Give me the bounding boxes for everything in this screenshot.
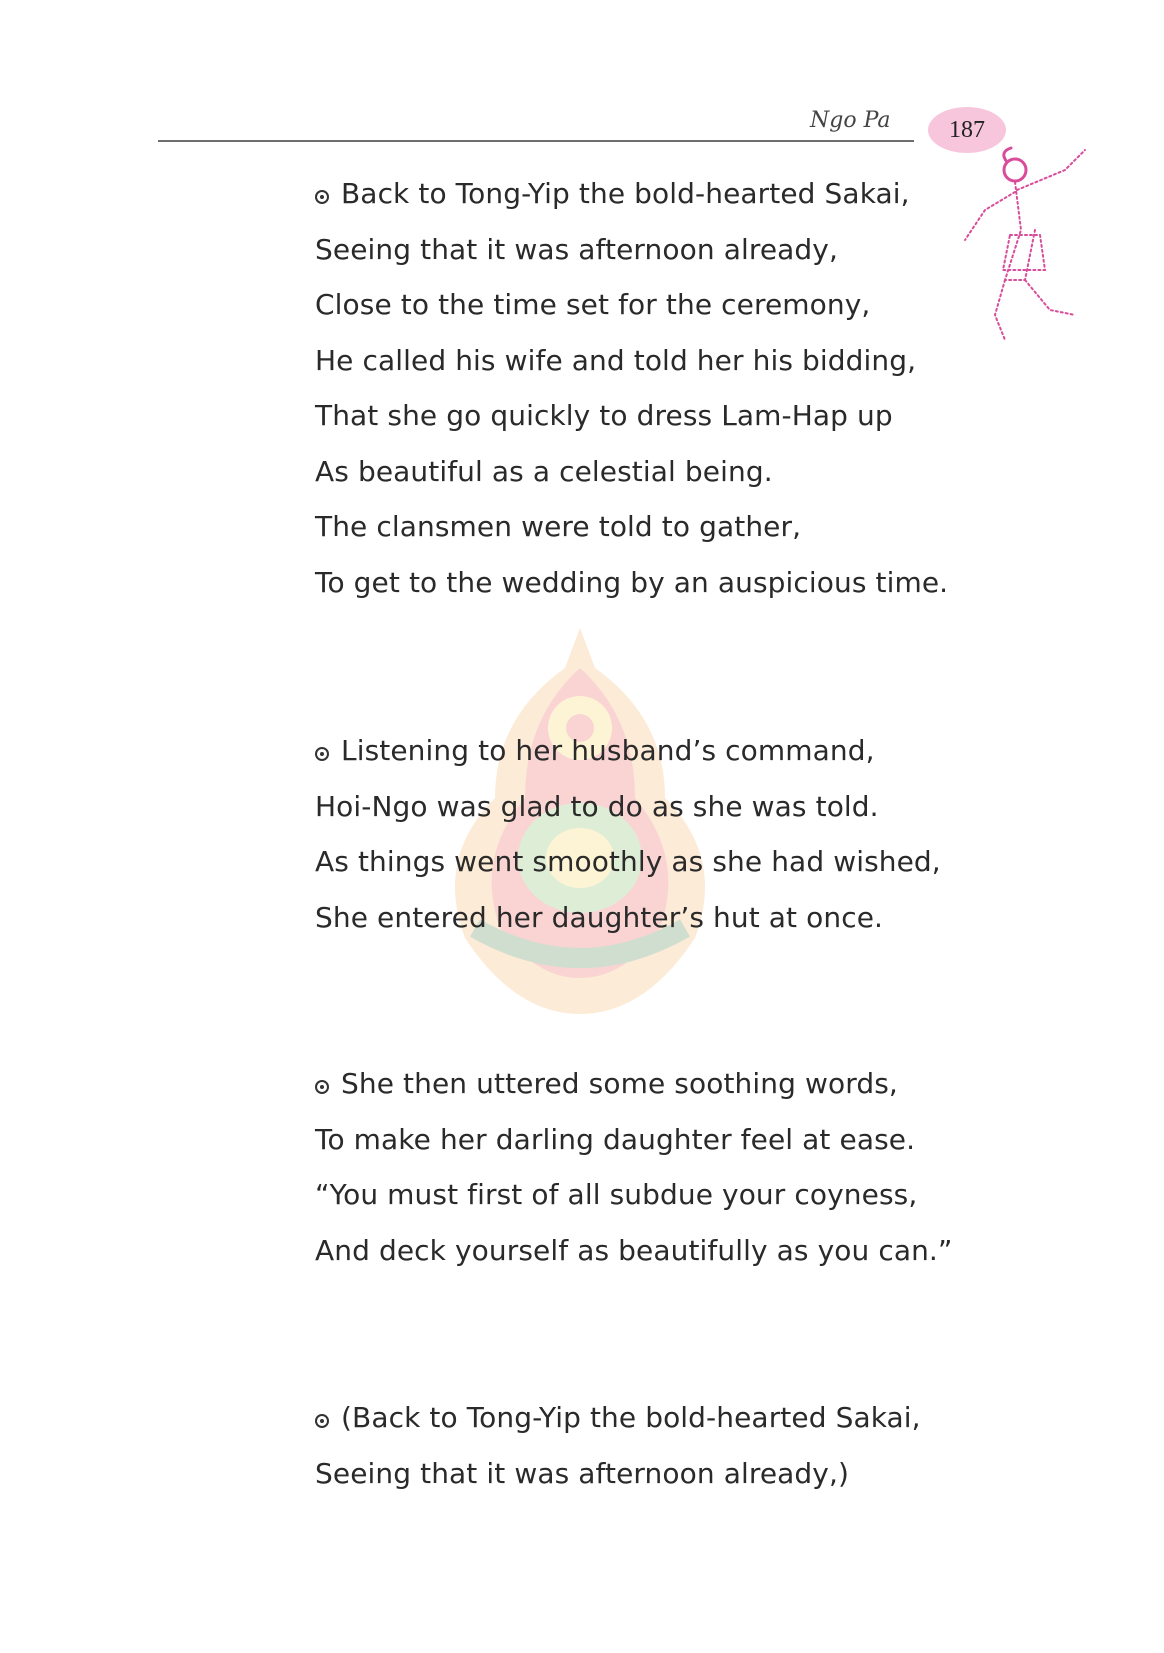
- poem-line: As things went smoothly as she had wished,: [315, 845, 941, 878]
- poem-line: To make her darling daughter feel at ease.: [315, 1122, 916, 1156]
- poem-line: And deck yourself as beautifully as you can.”: [315, 1233, 953, 1267]
- poem-line: To get to the wedding by an auspicious time.: [315, 565, 949, 599]
- poem-line: Seeing that it was afternoon already,): [315, 1456, 849, 1490]
- poem-line: He called his wife and told her his bidding,: [315, 343, 917, 377]
- page-number-badge: 187: [928, 107, 1006, 153]
- poem-line: Seeing that it was afternoon already,: [315, 232, 838, 266]
- poem-line: Listening to her husband’s command,: [315, 723, 941, 779]
- poem-line: As beautiful as a celestial being.: [315, 454, 773, 488]
- poem-line: Back to Tong-Yip the bold-hearted Sakai,: [315, 166, 948, 222]
- poem-line: The clansmen were told to gather,: [315, 510, 802, 543]
- poem-line: She then uttered some soothing words,: [315, 1056, 953, 1112]
- poem-line: She entered her daughter’s hut at once.: [315, 900, 884, 934]
- poem-line: (Back to Tong-Yip the bold-hearted Sakai,: [315, 1390, 921, 1446]
- poem-line: “You must first of all subdue your coyness,: [315, 1178, 918, 1211]
- poem-line: Hoi-Ngo was glad to do as she was told.: [315, 789, 879, 823]
- stanza-4: [315, 1390, 921, 1501]
- running-title: Ngo Pa: [810, 108, 891, 133]
- dancer-figure-illustration: [955, 140, 1115, 350]
- stanza-bullet-icon: [315, 747, 329, 761]
- header-rule: [158, 140, 914, 142]
- stanza-3: [315, 1056, 953, 1278]
- poem-line: Close to the time set for the ceremony,: [315, 288, 871, 321]
- stanza-bullet-icon: [315, 190, 329, 204]
- stanza-2: [315, 723, 941, 945]
- poem-line: That she go quickly to dress Lam-Hap up: [315, 399, 893, 432]
- stanza-bullet-icon: [315, 1080, 329, 1094]
- stanza-1: [315, 166, 948, 610]
- stanza-bullet-icon: [315, 1414, 329, 1428]
